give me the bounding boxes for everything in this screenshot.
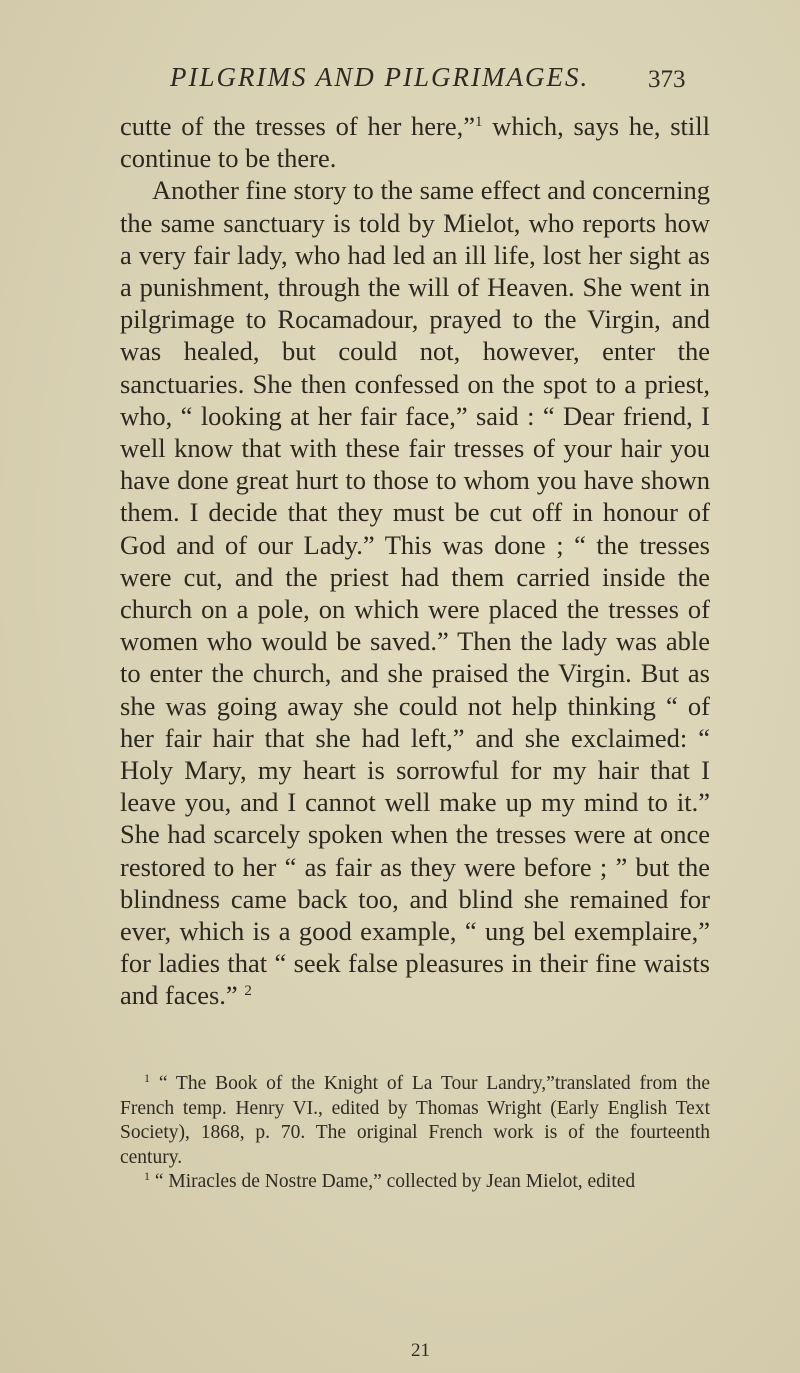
footnotes xyxy=(120,1072,710,1195)
paragraph-1-tail: which, says he, still continue to be there. xyxy=(120,111,710,174)
page-number: 373 xyxy=(648,66,686,93)
footnote-2-text: “ Miracles de Nostre Dame,” collected by Jean Mielot, edited xyxy=(150,1171,636,1192)
footnote-1-mark: 1 xyxy=(144,1071,150,1085)
footnote-ref-2: 2 xyxy=(244,983,252,1000)
paragraph-2 xyxy=(120,174,710,1011)
footnote-2 xyxy=(120,1170,710,1195)
footnote-1 xyxy=(120,1072,710,1170)
running-head: PILGRIMS AND PILGRIMAGES. xyxy=(170,62,590,92)
footnote-ref-1: 1 xyxy=(475,114,483,130)
signature-mark: 21 xyxy=(411,1340,430,1361)
paragraph-2-text: Another fine story to the same effect and concerning the same sanctuary is told by Mielot, who reports how a very fair lady, who had led an ill life, lost her sight as a punishment, through the will of Heaven. She went in pilgrimage to Rocamadour, prayed to the Virgin, and was healed, but could not, however, enter the sanctuaries. She then confessed on the spot to a priest, who, “ looking at her fair face,” said : “ Dear friend, I well know that with these fair tresses of your hair you have done great hurt to those to whom you have shown them. I decide that they must be cut off in honour of God and of our Lady.” This was done ; “ the tresses were cut, and the priest had them carried inside the church on a pole, on which were placed the tresses of women who would be saved.” Then the lady was able to enter the church, and she praised the Virgin. But as she was going away she could not help thinking “ of her fair hair that she had left,” and she exclaimed: “ Holy Mary, my heart is sorrowful for my hair that I leave you, and I cannot well make up my mind to it.” She had scarcely spoken when the tresses were at once restored to her “ as fair as they were before ; ” but the blindness came back too, and blind she remained for ever, which is a good example, “ ung bel exemplaire,” for ladies that “ seek false pleasures in their fine waists and faces.” xyxy=(120,175,710,1011)
paragraph-1-text: cutte of the tresses of her here,” xyxy=(120,111,476,141)
footnote-2-mark: 1 xyxy=(144,1169,150,1183)
footnote-1-text: “ The Book of the Knight of La Tour Landry,”translated from the French temp. Henry VI., edited by Thomas Wright (Early English Text Society), 1868, p. 70. The original French work is of the fourteenth century. xyxy=(120,1073,710,1168)
paragraph-1 xyxy=(120,110,710,174)
body-text xyxy=(120,110,710,1012)
